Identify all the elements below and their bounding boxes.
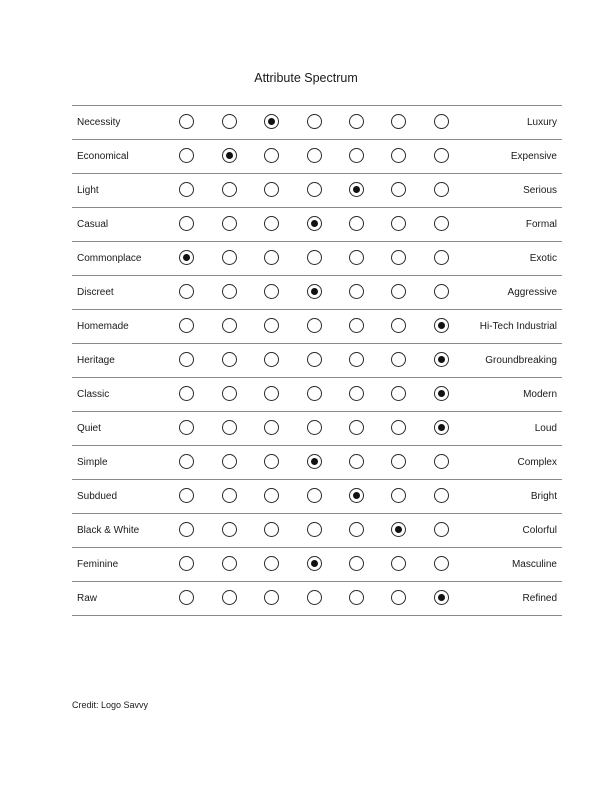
attribute-left-label: Subdued	[77, 491, 118, 502]
radio-option-5[interactable]	[349, 182, 364, 197]
radio-option-6[interactable]	[391, 284, 406, 299]
radio-option-3[interactable]	[264, 556, 279, 571]
attribute-scale-table	[72, 105, 562, 616]
radio-option-4[interactable]	[307, 352, 322, 367]
radio-option-2[interactable]	[222, 590, 237, 605]
radio-option-2[interactable]	[222, 182, 237, 197]
radio-option-3[interactable]	[264, 318, 279, 333]
attribute-left-label: Feminine	[77, 559, 119, 570]
attribute-left-label: Economical	[77, 151, 129, 162]
radio-option-5[interactable]	[349, 454, 364, 469]
radio-option-1[interactable]	[179, 420, 194, 435]
attribute-right-label: Formal	[525, 219, 557, 230]
radio-option-4[interactable]	[307, 556, 322, 571]
attribute-right-label: Groundbreaking	[485, 355, 557, 366]
radio-option-1[interactable]	[179, 590, 194, 605]
attribute-right-label: Exotic	[529, 253, 557, 264]
radio-option-6[interactable]	[391, 454, 406, 469]
attribute-right-label: Modern	[523, 389, 557, 400]
radio-option-7[interactable]	[434, 556, 449, 571]
radio-option-5[interactable]	[349, 318, 364, 333]
attribute-row	[72, 106, 562, 140]
radio-option-3[interactable]	[264, 148, 279, 163]
radio-option-2[interactable]	[222, 284, 237, 299]
radio-option-2[interactable]	[222, 114, 237, 129]
radio-option-3[interactable]	[264, 454, 279, 469]
radio-option-4[interactable]	[307, 454, 322, 469]
radio-option-6[interactable]	[391, 590, 406, 605]
radio-option-3[interactable]	[264, 420, 279, 435]
attribute-right-label: Hi-Tech Industrial	[479, 321, 557, 332]
radio-option-6[interactable]	[391, 318, 406, 333]
radio-option-2[interactable]	[222, 386, 237, 401]
radio-option-5[interactable]	[349, 148, 364, 163]
radio-option-4[interactable]	[307, 182, 322, 197]
radio-option-5[interactable]	[349, 216, 364, 231]
radio-option-5[interactable]	[349, 556, 364, 571]
radio-option-2[interactable]	[222, 420, 237, 435]
radio-option-1[interactable]	[179, 250, 194, 265]
attribute-left-label: Quiet	[77, 423, 101, 434]
radio-option-2[interactable]	[222, 148, 237, 163]
attribute-row	[72, 480, 562, 514]
attribute-right-label: Colorful	[522, 525, 557, 536]
radio-option-7[interactable]	[434, 352, 449, 367]
attribute-left-label: Classic	[77, 389, 110, 400]
attribute-row	[72, 174, 562, 208]
radio-option-7[interactable]	[434, 522, 449, 537]
radio-option-4[interactable]	[307, 318, 322, 333]
radio-option-6[interactable]	[391, 522, 406, 537]
radio-option-6[interactable]	[391, 216, 406, 231]
attribute-row	[72, 140, 562, 174]
attribute-row	[72, 242, 562, 276]
attribute-left-label: Casual	[77, 219, 109, 230]
radio-option-2[interactable]	[222, 522, 237, 537]
radio-option-5[interactable]	[349, 590, 364, 605]
radio-option-7[interactable]	[434, 386, 449, 401]
radio-option-7[interactable]	[434, 284, 449, 299]
page-title: Attribute Spectrum	[254, 71, 358, 85]
attribute-left-label: Discreet	[77, 287, 114, 298]
radio-option-7[interactable]	[434, 488, 449, 503]
radio-option-5[interactable]	[349, 420, 364, 435]
radio-option-7[interactable]	[434, 454, 449, 469]
radio-option-1[interactable]	[179, 522, 194, 537]
attribute-row	[72, 412, 562, 446]
radio-option-6[interactable]	[391, 488, 406, 503]
radio-option-3[interactable]	[264, 522, 279, 537]
attribute-row	[72, 548, 562, 582]
radio-option-3[interactable]	[264, 182, 279, 197]
radio-option-6[interactable]	[391, 182, 406, 197]
attribute-row	[72, 208, 562, 242]
radio-option-2[interactable]	[222, 250, 237, 265]
radio-option-2[interactable]	[222, 556, 237, 571]
attribute-left-label: Heritage	[77, 355, 115, 366]
radio-option-4[interactable]	[307, 284, 322, 299]
radio-option-4[interactable]	[307, 114, 322, 129]
credit-text: Credit: Logo Savvy	[72, 700, 149, 710]
radio-option-1[interactable]	[179, 386, 194, 401]
attribute-row	[72, 310, 562, 344]
radio-option-4[interactable]	[307, 386, 322, 401]
attribute-right-label: Loud	[534, 423, 557, 434]
attribute-left-label: Light	[77, 185, 99, 196]
radio-option-5[interactable]	[349, 284, 364, 299]
radio-option-2[interactable]	[222, 352, 237, 367]
radio-option-1[interactable]	[179, 148, 194, 163]
attribute-left-label: Necessity	[77, 117, 121, 128]
radio-option-7[interactable]	[434, 250, 449, 265]
attribute-left-label: Simple	[77, 457, 108, 468]
radio-option-1[interactable]	[179, 318, 194, 333]
radio-option-1[interactable]	[179, 454, 194, 469]
radio-option-4[interactable]	[307, 216, 322, 231]
radio-option-2[interactable]	[222, 488, 237, 503]
radio-option-2[interactable]	[222, 318, 237, 333]
attribute-left-label: Commonplace	[77, 253, 142, 264]
attribute-right-label: Masculine	[511, 559, 557, 570]
attribute-row	[72, 344, 562, 378]
radio-option-3[interactable]	[264, 250, 279, 265]
radio-option-6[interactable]	[391, 250, 406, 265]
attribute-right-label: Expensive	[510, 151, 557, 162]
radio-option-4[interactable]	[307, 488, 322, 503]
radio-option-4[interactable]	[307, 148, 322, 163]
radio-option-3[interactable]	[264, 590, 279, 605]
radio-option-5[interactable]	[349, 250, 364, 265]
radio-option-5[interactable]	[349, 522, 364, 537]
radio-option-2[interactable]	[222, 216, 237, 231]
attribute-row	[72, 276, 562, 310]
radio-option-6[interactable]	[391, 556, 406, 571]
attribute-row	[72, 378, 562, 412]
radio-option-4[interactable]	[307, 590, 322, 605]
radio-option-6[interactable]	[391, 352, 406, 367]
attribute-row	[72, 446, 562, 480]
attribute-right-label: Aggressive	[507, 287, 557, 298]
radio-option-2[interactable]	[222, 454, 237, 469]
radio-option-6[interactable]	[391, 148, 406, 163]
radio-option-6[interactable]	[391, 420, 406, 435]
radio-option-7[interactable]	[434, 148, 449, 163]
radio-option-1[interactable]	[179, 488, 194, 503]
radio-option-1[interactable]	[179, 556, 194, 571]
radio-option-3[interactable]	[264, 352, 279, 367]
radio-option-3[interactable]	[264, 114, 279, 129]
attribute-row	[72, 582, 562, 616]
radio-option-7[interactable]	[434, 318, 449, 333]
radio-option-7[interactable]	[434, 182, 449, 197]
radio-option-7[interactable]	[434, 114, 449, 129]
attribute-row	[72, 514, 562, 548]
radio-option-4[interactable]	[307, 250, 322, 265]
radio-option-1[interactable]	[179, 114, 194, 129]
radio-option-7[interactable]	[434, 420, 449, 435]
radio-option-5[interactable]	[349, 386, 364, 401]
radio-option-3[interactable]	[264, 386, 279, 401]
radio-option-6[interactable]	[391, 386, 406, 401]
radio-option-3[interactable]	[264, 216, 279, 231]
attribute-right-label: Bright	[530, 491, 557, 502]
attribute-left-label: Black & White	[77, 525, 140, 536]
attribute-left-label: Homemade	[77, 321, 129, 332]
radio-option-1[interactable]	[179, 216, 194, 231]
radio-option-7[interactable]	[434, 590, 449, 605]
radio-option-4[interactable]	[307, 420, 322, 435]
attribute-right-label: Complex	[517, 457, 557, 468]
radio-option-6[interactable]	[391, 114, 406, 129]
radio-option-1[interactable]	[179, 284, 194, 299]
attribute-left-label: Raw	[77, 593, 98, 604]
radio-option-5[interactable]	[349, 352, 364, 367]
radio-option-1[interactable]	[179, 352, 194, 367]
radio-option-5[interactable]	[349, 114, 364, 129]
attribute-right-label: Refined	[522, 593, 557, 604]
radio-option-4[interactable]	[307, 522, 322, 537]
radio-option-3[interactable]	[264, 284, 279, 299]
radio-option-3[interactable]	[264, 488, 279, 503]
radio-option-7[interactable]	[434, 216, 449, 231]
attribute-right-label: Luxury	[526, 117, 557, 128]
attribute-right-label: Serious	[523, 185, 557, 196]
radio-option-5[interactable]	[349, 488, 364, 503]
radio-option-1[interactable]	[179, 182, 194, 197]
